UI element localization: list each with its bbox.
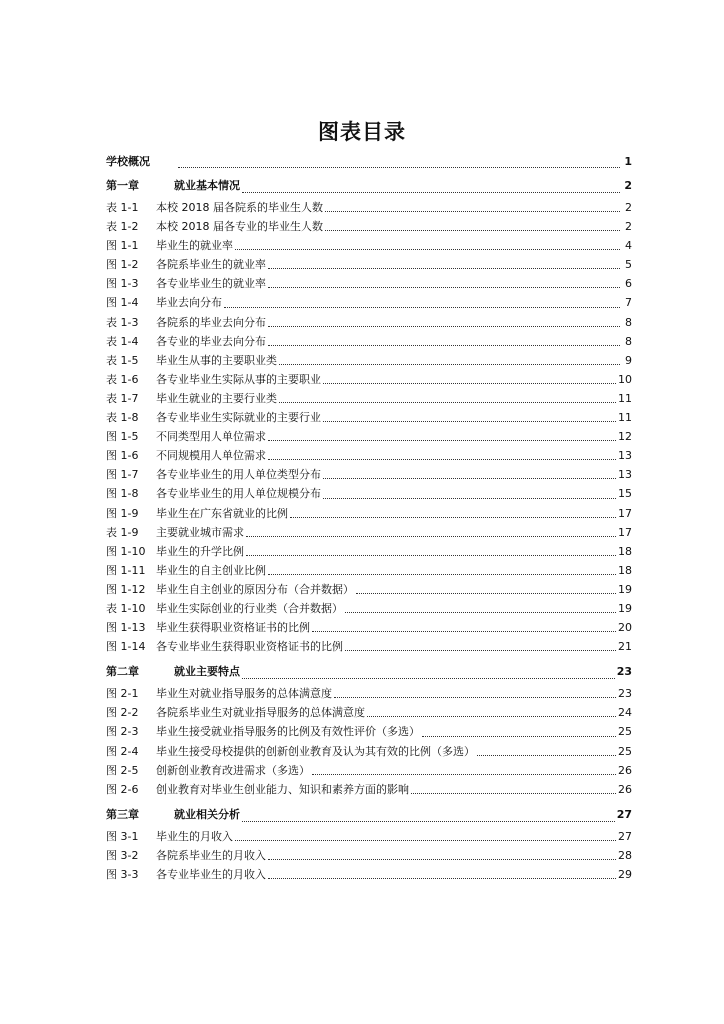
toc-entry-page-number: 17: [618, 506, 632, 520]
toc-entry[interactable]: [106, 742, 632, 761]
toc-chapter-entry[interactable]: [106, 173, 632, 198]
toc-entry-page-number: 5: [625, 258, 632, 272]
toc-entry[interactable]: [106, 198, 632, 217]
toc-entry-page-number: 2: [625, 201, 632, 214]
toc-entry-title: 各院系毕业生对就业指导服务的总体满意度: [156, 706, 365, 720]
toc-entry-page-number: 11: [618, 391, 632, 405]
toc-entry[interactable]: [106, 865, 632, 884]
toc-entry-label: 图 1-11: [106, 563, 146, 577]
toc-entry-label: 图 2-2: [106, 706, 139, 720]
dot-leader: [242, 191, 620, 193]
toc-entry-label: 图 2-3: [106, 725, 139, 739]
toc-entry-title: 各院系的毕业去向分布: [156, 315, 266, 329]
toc-entry[interactable]: [106, 293, 632, 312]
toc-entry-page-number: 4: [625, 239, 632, 253]
dot-leader: [345, 611, 616, 613]
toc-entry-title: 各专业毕业生的用人单位类型分布: [156, 468, 321, 482]
toc-entry-label: 第一章: [106, 179, 139, 192]
toc-entry-label: 图 1-4: [106, 296, 139, 310]
dot-leader: [268, 458, 616, 460]
dot-leader: [345, 649, 616, 651]
toc-entry[interactable]: [106, 761, 632, 780]
dot-leader: [268, 286, 620, 288]
dot-leader: [334, 696, 616, 698]
toc-entry[interactable]: [106, 255, 632, 274]
dot-leader: [477, 754, 616, 756]
toc-entry-page-number: 7: [625, 296, 632, 310]
dot-leader: [411, 792, 616, 794]
toc-entry-title: 主要就业城市需求: [156, 525, 244, 539]
toc-entry-title: 各专业毕业生获得职业资格证书的比例: [156, 640, 343, 654]
toc-entry-title: 各专业毕业生实际从事的主要职业: [156, 372, 321, 386]
toc-entry-title: 各专业毕业生的用人单位规模分布: [156, 487, 321, 501]
toc-chapter-entry[interactable]: [106, 659, 632, 684]
dot-leader: [268, 573, 616, 575]
toc-entry-page-number: 6: [625, 277, 632, 291]
toc-entry[interactable]: [106, 722, 632, 741]
toc-entry-page-number: 12: [618, 430, 632, 444]
toc-entry[interactable]: [106, 427, 632, 446]
dot-leader: [178, 166, 620, 168]
toc-entry-title: 就业相关分析: [174, 807, 240, 821]
dot-leader: [323, 477, 616, 479]
dot-leader: [242, 820, 615, 822]
toc-entry-page-number: 25: [618, 725, 632, 739]
toc-entry-page-number: 25: [618, 744, 632, 758]
toc-entry[interactable]: [106, 351, 632, 370]
toc-entry-title: 各专业的毕业去向分布: [156, 334, 266, 348]
toc-entry-page-number: 27: [618, 829, 632, 843]
dot-leader: [279, 401, 616, 403]
toc-entry-title: 毕业去向分布: [156, 296, 222, 310]
toc-entry[interactable]: [106, 599, 632, 618]
toc-entry-label: 图 2-5: [106, 763, 139, 777]
toc-entry-label: 图 1-12: [106, 582, 146, 596]
toc-entry-title: 毕业生接受就业指导服务的比例及有效性评价（多选）: [156, 725, 420, 739]
dot-leader: [325, 210, 620, 212]
toc-entry[interactable]: [106, 217, 632, 236]
toc-entry-page-number: 2: [625, 220, 632, 234]
toc-entry[interactable]: [106, 561, 632, 580]
toc-entry-label: 表 1-6: [106, 372, 139, 386]
toc-entry-title: 本校 2018 届各专业的毕业生人数: [156, 220, 323, 234]
toc-entry-page-number: 27: [616, 807, 632, 821]
dot-leader: [246, 554, 616, 556]
toc-entry[interactable]: [106, 332, 632, 351]
toc-entry-title: 就业基本情况: [174, 179, 240, 192]
dot-leader: [268, 325, 620, 327]
toc-entry-title: 毕业生就业的主要行业类: [156, 391, 277, 405]
toc-entry-label: 图 2-4: [106, 744, 139, 758]
toc-entry-title: 毕业生自主创业的原因分布（合并数据）: [156, 582, 354, 596]
toc-entry-label: 图 1-6: [106, 449, 139, 463]
toc-entry[interactable]: [106, 684, 632, 703]
toc-entry-title: 毕业生在广东省就业的比例: [156, 506, 288, 520]
toc-entry-page-number: 24: [618, 706, 632, 720]
dot-leader: [246, 535, 616, 537]
toc-entry[interactable]: [106, 313, 632, 332]
toc-entry[interactable]: [106, 637, 632, 656]
dot-leader: [268, 344, 620, 346]
dot-leader: [323, 497, 616, 499]
toc-entry[interactable]: [106, 846, 632, 865]
toc-entry-label: 图 1-13: [106, 621, 146, 635]
toc-entry-title: 毕业生获得职业资格证书的比例: [156, 621, 310, 635]
table-of-contents: [106, 151, 632, 884]
toc-entry-label: 表 1-4: [106, 334, 139, 348]
toc-entry[interactable]: [106, 446, 632, 465]
toc-entry-label: 图 1-7: [106, 468, 139, 482]
dot-leader: [242, 677, 615, 679]
toc-entry-title: 不同规模用人单位需求: [156, 449, 266, 463]
toc-entry-page-number: 17: [618, 525, 632, 539]
toc-entry[interactable]: [106, 580, 632, 599]
dot-leader: [268, 877, 616, 879]
toc-entry[interactable]: [106, 484, 632, 503]
toc-entry-page-number: 19: [618, 582, 632, 596]
toc-entry-page-number: 8: [625, 334, 632, 348]
toc-entry-title: 毕业生接受母校提供的创新创业教育及认为其有效的比例（多选）: [156, 744, 475, 758]
toc-entry-page-number: 9: [625, 353, 632, 367]
toc-entry-label: 图 1-2: [106, 258, 139, 272]
toc-entry-label: 图 2-1: [106, 687, 139, 701]
toc-entry-label: 图 1-14: [106, 640, 146, 654]
dot-leader: [312, 630, 616, 632]
toc-entry-label: 表 1-1: [106, 201, 139, 214]
toc-entry[interactable]: [106, 542, 632, 561]
toc-entry-label: 图 1-3: [106, 277, 139, 291]
toc-entry-title: 毕业生的就业率: [156, 239, 233, 253]
dot-leader: [323, 382, 616, 384]
dot-leader: [312, 773, 616, 775]
toc-entry-label: 学校概况: [106, 155, 150, 168]
toc-chapter-entry[interactable]: [106, 802, 632, 827]
toc-entry-page-number: 23: [616, 665, 632, 679]
toc-entry-label: 表 1-10: [106, 601, 146, 615]
dot-leader: [279, 363, 620, 365]
toc-entry-label: 图 3-3: [106, 868, 139, 881]
toc-entry-label: 图 3-2: [106, 848, 139, 862]
toc-entry[interactable]: [106, 370, 632, 389]
toc-entry-label: 第二章: [106, 665, 139, 679]
toc-entry[interactable]: [106, 465, 632, 484]
toc-entry-label: 表 1-5: [106, 353, 139, 367]
toc-entry-title: 各院系毕业生的就业率: [156, 258, 266, 272]
toc-entry-label: 第三章: [106, 807, 139, 821]
toc-entry-title: 各专业毕业生实际就业的主要行业: [156, 411, 321, 425]
toc-entry-label: 图 1-5: [106, 430, 139, 444]
dot-leader: [367, 715, 616, 717]
toc-section-entry[interactable]: [106, 151, 632, 173]
toc-entry-title: 毕业生实际创业的行业类（合并数据）: [156, 601, 343, 615]
toc-entry-title: 创业教育对毕业生创业能力、知识和素养方面的影响: [156, 782, 409, 796]
toc-entry-label: 图 1-1: [106, 239, 139, 253]
dot-leader: [235, 839, 616, 841]
toc-entry-page-number: 15: [618, 487, 632, 501]
toc-entry-title: 毕业生从事的主要职业类: [156, 353, 277, 367]
toc-entry-label: 表 1-7: [106, 391, 139, 405]
toc-entry-page-number: 18: [618, 563, 632, 577]
toc-entry-page-number: 13: [618, 468, 632, 482]
toc-entry-label: 图 3-1: [106, 829, 139, 843]
toc-entry-label: 图 1-8: [106, 487, 139, 501]
toc-entry-page-number: 8: [625, 315, 632, 329]
toc-entry-page-number: 19: [618, 601, 632, 615]
toc-entry-title: 就业主要特点: [174, 665, 240, 679]
toc-entry[interactable]: [106, 274, 632, 293]
toc-entry-page-number: 18: [618, 544, 632, 558]
toc-entry-page-number: 10: [618, 372, 632, 386]
toc-entry-label: 表 1-9: [106, 525, 139, 539]
page-title: 图表目录: [318, 120, 406, 144]
toc-entry[interactable]: [106, 827, 632, 846]
toc-entry-page-number: 23: [618, 687, 632, 701]
toc-entry-page-number: 29: [618, 868, 632, 881]
dot-leader: [323, 420, 616, 422]
toc-entry-label: 表 1-2: [106, 220, 139, 234]
dot-leader: [268, 267, 620, 269]
toc-entry[interactable]: [106, 504, 632, 523]
toc-entry[interactable]: [106, 780, 632, 799]
toc-entry-page-number: 11: [618, 411, 632, 425]
toc-entry-title: 各专业毕业生的月收入: [156, 868, 266, 881]
toc-entry[interactable]: [106, 389, 632, 408]
dot-leader: [290, 516, 616, 518]
toc-entry-title: 毕业生对就业指导服务的总体满意度: [156, 687, 332, 701]
toc-entry-page-number: 21: [618, 640, 632, 654]
toc-entry-label: 表 1-8: [106, 411, 139, 425]
toc-entry[interactable]: [106, 523, 632, 542]
toc-entry-title: 各院系毕业生的月收入: [156, 848, 266, 862]
toc-entry-label: 图 1-9: [106, 506, 139, 520]
toc-entry-page-number: 2: [624, 179, 632, 192]
dot-leader: [356, 592, 616, 594]
toc-entry-page-number: 26: [618, 782, 632, 796]
toc-entry[interactable]: [106, 618, 632, 637]
toc-entry[interactable]: [106, 703, 632, 722]
toc-entry-page-number: 28: [618, 848, 632, 862]
toc-entry-title: 本校 2018 届各院系的毕业生人数: [156, 201, 323, 214]
toc-entry-label: 图 2-6: [106, 782, 139, 796]
toc-entry-label: 表 1-3: [106, 315, 139, 329]
toc-entry-page-number: 26: [618, 763, 632, 777]
toc-entry-title: 不同类型用人单位需求: [156, 430, 266, 444]
toc-entry-page-number: 1: [624, 155, 632, 168]
toc-entry-label: 图 1-10: [106, 544, 146, 558]
toc-entry-title: 各专业毕业生的就业率: [156, 277, 266, 291]
dot-leader: [268, 439, 616, 441]
dot-leader: [268, 858, 616, 860]
toc-entry-title: 创新创业教育改进需求（多选）: [156, 763, 310, 777]
dot-leader: [325, 229, 620, 231]
dot-leader: [235, 248, 620, 250]
toc-entry-page-number: 20: [618, 621, 632, 635]
toc-entry-title: 毕业生的自主创业比例: [156, 563, 266, 577]
toc-entry[interactable]: [106, 408, 632, 427]
dot-leader: [422, 735, 616, 737]
toc-entry-title: 毕业生的升学比例: [156, 544, 244, 558]
dot-leader: [224, 306, 620, 308]
toc-entry-page-number: 13: [618, 449, 632, 463]
toc-entry-title: 毕业生的月收入: [156, 829, 233, 843]
toc-entry[interactable]: [106, 236, 632, 255]
